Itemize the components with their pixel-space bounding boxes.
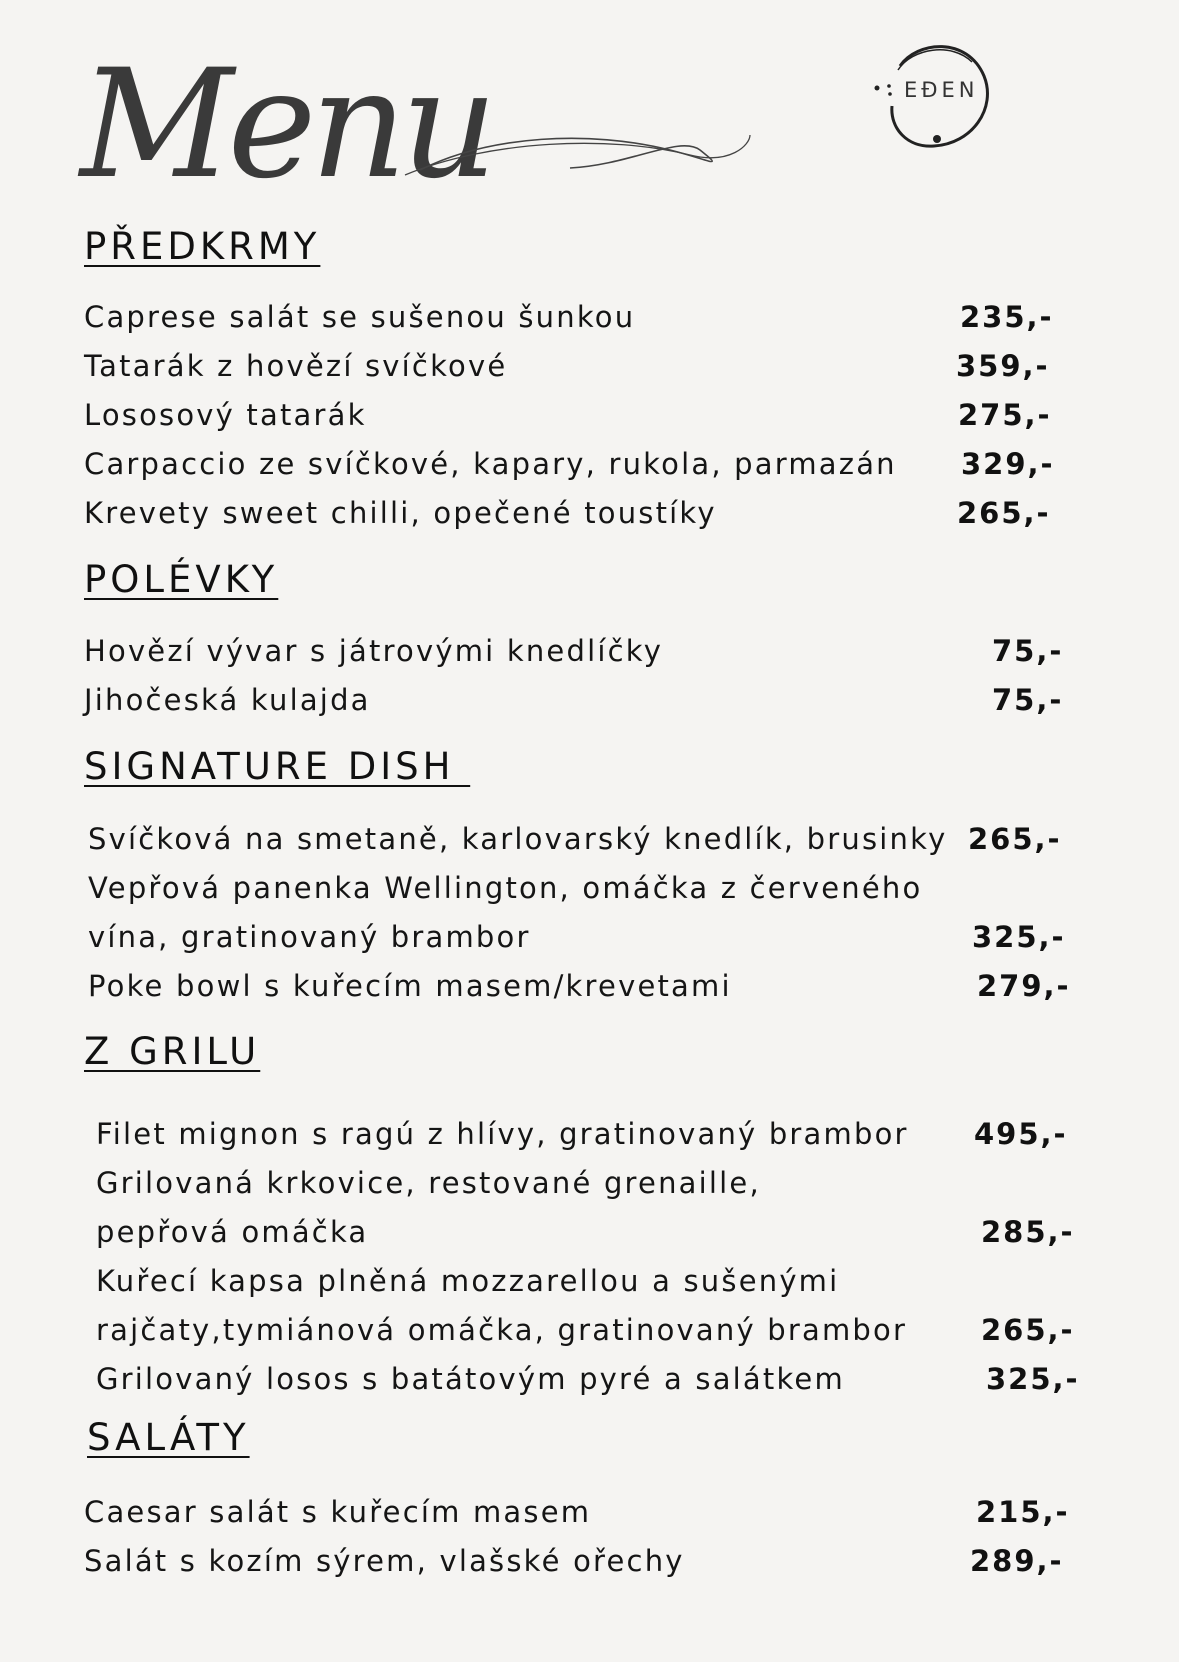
section-heading-signature-dish: SIGNATURE DISH [84,745,471,788]
menu-item-name: Caesar salát s kuřecím masem [84,1495,592,1529]
menu-item-price: 265,- [957,496,1051,530]
menu-title [70,40,770,210]
menu-item-name: Svíčková na smetaně, karlovarský knedlík, brusinky [88,822,948,856]
menu-item-name: Poke bowl s kuřecím masem/krevetami [88,969,732,1003]
section-heading-z-grilu: Z GRILU [84,1030,261,1073]
menu-item-price: 215,- [976,1495,1070,1529]
section-heading-salaty: SALÁTY [87,1416,250,1459]
menu-item-price: 265,- [981,1313,1075,1347]
menu-item-name: Salát s kozím sýrem, vlašské ořechy [84,1544,685,1578]
title-flourish-icon [70,40,770,210]
menu-item-price: 285,- [981,1215,1075,1249]
menu-item-price: 75,- [992,634,1064,668]
menu-item-name: Caprese salát se sušenou šunkou [84,300,636,334]
menu-item-price: 329,- [961,447,1055,481]
menu-item-name: Hovězí vývar s játrovými knedlíčky [84,634,664,668]
menu-item-price: 359,- [956,349,1050,383]
section-heading-polevky: POLÉVKY [84,558,279,601]
script-title: Menu [80,38,492,212]
menu-item-price: 235,- [960,300,1054,334]
menu-item-name: pepřová omáčka [96,1215,369,1249]
menu-item-name: Filet mignon s ragú z hlívy, gratinovaný brambor [96,1117,909,1151]
eden-logo [872,36,1002,156]
menu-item-price: 75,- [992,683,1064,717]
menu-item-price: 495,- [974,1117,1068,1151]
menu-item-name: Carpaccio ze svíčkové, kapary, rukola, parmazán [84,447,897,481]
menu-item-name: Kuřecí kapsa plněná mozzarellou a sušenými [96,1264,840,1298]
menu-item-price: 325,- [986,1362,1080,1396]
menu-item-name: Lososový tatarák [84,398,367,432]
logo-text: EĐEN [904,78,979,102]
menu-item-name: Vepřová panenka Wellington, omáčka z červeného [88,871,923,905]
menu-item-price: 279,- [977,969,1071,1003]
menu-item-name: Grilovaná krkovice, restované grenaille, [96,1166,761,1200]
menu-item-name: Krevety sweet chilli, opečené toustíky [84,496,717,530]
menu-item-name: Jihočeská kulajda [84,683,371,717]
section-heading-predkrmy: PŘEDKRMY [84,225,321,268]
menu-item-name: Tatarák z hovězí svíčkové [84,349,508,383]
menu-item-name: Grilovaný losos s batátovým pyré a salátkem [96,1362,845,1396]
menu-item-price: 289,- [970,1544,1064,1578]
menu-item-price: 325,- [972,920,1066,954]
menu-item-price: 275,- [958,398,1052,432]
menu-item-name: rajčaty,tymiánová omáčka, gratinovaný brambor [96,1313,908,1347]
menu-item-name: vína, gratinovaný brambor [88,920,531,954]
menu-item-price: 265,- [968,822,1062,856]
